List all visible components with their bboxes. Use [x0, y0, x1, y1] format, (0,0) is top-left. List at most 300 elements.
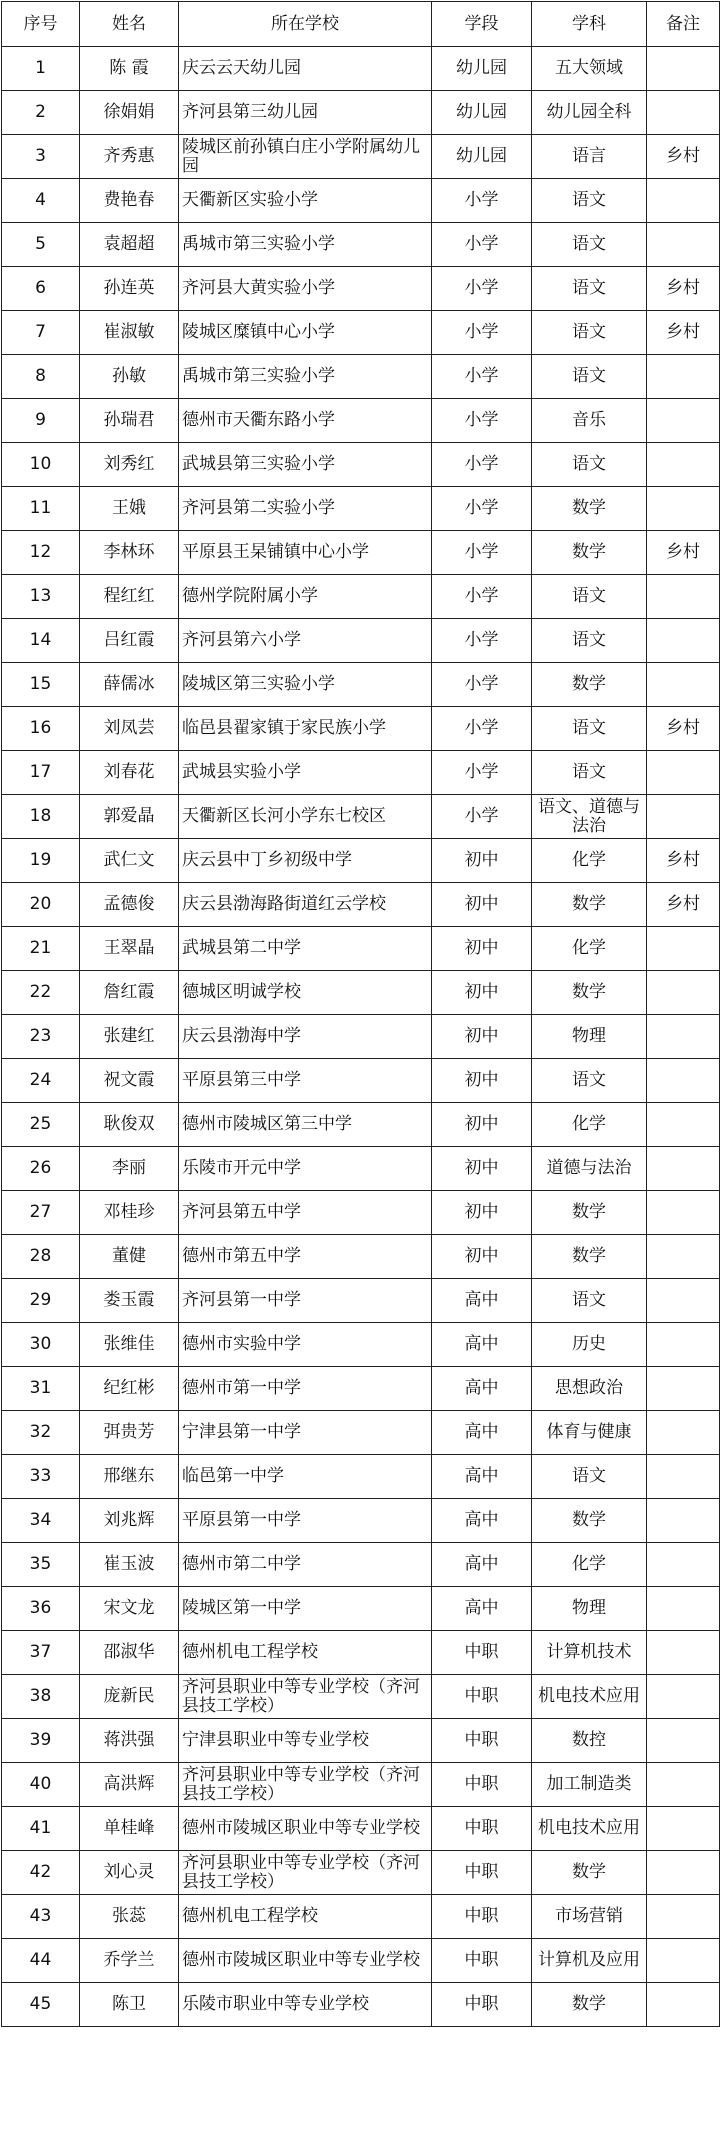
cell-name: 崔淑敏 [80, 311, 179, 355]
cell-stage: 初中 [432, 1015, 532, 1059]
cell-stage: 小学 [432, 487, 532, 531]
header-name: 姓名 [80, 2, 179, 47]
cell-remark [647, 1895, 720, 1939]
cell-index: 5 [2, 223, 80, 267]
table-row [2, 751, 720, 795]
cell-remark [647, 1939, 720, 1983]
cell-subject: 数学 [532, 531, 647, 575]
cell-remark [647, 91, 720, 135]
cell-name: 娄玉霞 [80, 1279, 179, 1323]
cell-remark [647, 399, 720, 443]
cell-index: 8 [2, 355, 80, 399]
cell-school: 庆云县渤海中学 [179, 1015, 432, 1059]
table-row [2, 1367, 720, 1411]
cell-stage: 初中 [432, 1235, 532, 1279]
cell-stage: 中职 [432, 1939, 532, 1983]
cell-name: 陈卫 [80, 1983, 179, 2027]
cell-subject: 语文 [532, 1279, 647, 1323]
cell-subject: 语文 [532, 1455, 647, 1499]
cell-name: 刘心灵 [80, 1851, 179, 1895]
cell-school: 齐河县职业中等专业学校（齐河县技工学校） [179, 1675, 432, 1719]
cell-remark [647, 1983, 720, 2027]
cell-stage: 小学 [432, 531, 532, 575]
cell-name: 张建红 [80, 1015, 179, 1059]
cell-name: 费艳春 [80, 179, 179, 223]
table-row [2, 311, 720, 355]
cell-subject: 语文 [532, 443, 647, 487]
table-row [2, 1235, 720, 1279]
cell-index: 32 [2, 1411, 80, 1455]
cell-stage: 小学 [432, 267, 532, 311]
cell-index: 15 [2, 663, 80, 707]
cell-remark: 乡村 [647, 883, 720, 927]
cell-school: 天衢新区实验小学 [179, 179, 432, 223]
cell-school: 德州市陵城区职业中等专业学校 [179, 1807, 432, 1851]
cell-name: 刘春花 [80, 751, 179, 795]
cell-stage: 高中 [432, 1323, 532, 1367]
table-row [2, 267, 720, 311]
cell-school: 齐河县第二实验小学 [179, 487, 432, 531]
cell-remark [647, 1147, 720, 1191]
cell-school: 德州市第一中学 [179, 1367, 432, 1411]
cell-index: 6 [2, 267, 80, 311]
cell-stage: 初中 [432, 927, 532, 971]
cell-school: 武城县第三实验小学 [179, 443, 432, 487]
cell-stage: 初中 [432, 971, 532, 1015]
cell-subject: 数学 [532, 487, 647, 531]
cell-remark [647, 1015, 720, 1059]
cell-name: 刘秀红 [80, 443, 179, 487]
cell-remark: 乡村 [647, 311, 720, 355]
cell-school: 德州市天衢东路小学 [179, 399, 432, 443]
cell-name: 徐娟娟 [80, 91, 179, 135]
cell-remark [647, 751, 720, 795]
cell-remark [647, 795, 720, 839]
table-row [2, 399, 720, 443]
cell-stage: 中职 [432, 1851, 532, 1895]
cell-index: 21 [2, 927, 80, 971]
cell-name: 邵淑华 [80, 1631, 179, 1675]
cell-school: 齐河县第五中学 [179, 1191, 432, 1235]
table-row [2, 487, 720, 531]
cell-stage: 高中 [432, 1279, 532, 1323]
cell-index: 9 [2, 399, 80, 443]
cell-stage: 中职 [432, 1763, 532, 1807]
cell-remark [647, 1235, 720, 1279]
cell-subject: 加工制造类 [532, 1763, 647, 1807]
cell-stage: 小学 [432, 751, 532, 795]
cell-index: 1 [2, 47, 80, 91]
cell-name: 张蕊 [80, 1895, 179, 1939]
cell-school: 乐陵市开元中学 [179, 1147, 432, 1191]
cell-stage: 初中 [432, 1191, 532, 1235]
table-row [2, 1587, 720, 1631]
table-row [2, 1543, 720, 1587]
cell-subject: 数学 [532, 1235, 647, 1279]
cell-index: 38 [2, 1675, 80, 1719]
cell-index: 36 [2, 1587, 80, 1631]
cell-subject: 数学 [532, 1499, 647, 1543]
table-row [2, 179, 720, 223]
cell-remark [647, 1807, 720, 1851]
cell-school: 庆云县中丁乡初级中学 [179, 839, 432, 883]
cell-subject: 道德与法治 [532, 1147, 647, 1191]
cell-index: 35 [2, 1543, 80, 1587]
cell-subject: 化学 [532, 1103, 647, 1147]
cell-school: 德州机电工程学校 [179, 1631, 432, 1675]
cell-stage: 高中 [432, 1499, 532, 1543]
cell-remark [647, 1411, 720, 1455]
cell-index: 39 [2, 1719, 80, 1763]
cell-stage: 高中 [432, 1367, 532, 1411]
table-row [2, 1631, 720, 1675]
cell-subject: 物理 [532, 1587, 647, 1631]
teacher-roster-table [1, 1, 720, 2027]
cell-subject: 数学 [532, 971, 647, 1015]
cell-stage: 幼儿园 [432, 91, 532, 135]
cell-index: 12 [2, 531, 80, 575]
cell-school: 德州市陵城区第三中学 [179, 1103, 432, 1147]
cell-name: 武仁文 [80, 839, 179, 883]
cell-remark [647, 1279, 720, 1323]
cell-index: 45 [2, 1983, 80, 2027]
cell-stage: 幼儿园 [432, 135, 532, 179]
cell-index: 29 [2, 1279, 80, 1323]
cell-subject: 语文 [532, 267, 647, 311]
table-row [2, 223, 720, 267]
cell-index: 26 [2, 1147, 80, 1191]
cell-subject: 市场营销 [532, 1895, 647, 1939]
cell-subject: 数学 [532, 883, 647, 927]
cell-subject: 语文 [532, 311, 647, 355]
cell-subject: 数控 [532, 1719, 647, 1763]
table-row [2, 135, 720, 179]
table-row [2, 663, 720, 707]
cell-stage: 小学 [432, 311, 532, 355]
cell-remark [647, 487, 720, 531]
cell-stage: 小学 [432, 619, 532, 663]
cell-stage: 中职 [432, 1895, 532, 1939]
cell-index: 37 [2, 1631, 80, 1675]
cell-name: 董健 [80, 1235, 179, 1279]
cell-subject: 语文 [532, 179, 647, 223]
cell-subject: 思想政治 [532, 1367, 647, 1411]
cell-remark [647, 1059, 720, 1103]
cell-index: 18 [2, 795, 80, 839]
cell-remark [647, 971, 720, 1015]
cell-name: 吕红霞 [80, 619, 179, 663]
cell-remark [647, 575, 720, 619]
table-row [2, 1851, 720, 1895]
cell-stage: 小学 [432, 443, 532, 487]
cell-index: 42 [2, 1851, 80, 1895]
cell-subject: 幼儿园全科 [532, 91, 647, 135]
cell-index: 34 [2, 1499, 80, 1543]
cell-name: 乔学兰 [80, 1939, 179, 1983]
cell-name: 庞新民 [80, 1675, 179, 1719]
cell-name: 刘凤芸 [80, 707, 179, 751]
cell-school: 陵城区糜镇中心小学 [179, 311, 432, 355]
table-row [2, 1895, 720, 1939]
cell-remark [647, 1103, 720, 1147]
cell-name: 郭爱晶 [80, 795, 179, 839]
cell-remark [647, 1719, 720, 1763]
cell-subject: 计算机技术 [532, 1631, 647, 1675]
cell-name: 祝文霞 [80, 1059, 179, 1103]
cell-school: 乐陵市职业中等专业学校 [179, 1983, 432, 2027]
cell-name: 纪红彬 [80, 1367, 179, 1411]
table-row [2, 1499, 720, 1543]
header-index: 序号 [2, 2, 80, 47]
cell-school: 平原县王杲铺镇中心小学 [179, 531, 432, 575]
table-row [2, 795, 720, 839]
table-header-row [2, 2, 720, 47]
cell-name: 刘兆辉 [80, 1499, 179, 1543]
cell-school: 德城区明诚学校 [179, 971, 432, 1015]
cell-stage: 高中 [432, 1455, 532, 1499]
cell-subject: 语文 [532, 1059, 647, 1103]
cell-stage: 初中 [432, 883, 532, 927]
cell-index: 10 [2, 443, 80, 487]
cell-remark: 乡村 [647, 707, 720, 751]
cell-index: 41 [2, 1807, 80, 1851]
cell-index: 16 [2, 707, 80, 751]
cell-stage: 高中 [432, 1543, 532, 1587]
cell-name: 王娥 [80, 487, 179, 531]
cell-index: 30 [2, 1323, 80, 1367]
cell-name: 李林环 [80, 531, 179, 575]
cell-remark [647, 1763, 720, 1807]
cell-school: 德州学院附属小学 [179, 575, 432, 619]
cell-name: 王翠晶 [80, 927, 179, 971]
cell-name: 高洪辉 [80, 1763, 179, 1807]
cell-index: 17 [2, 751, 80, 795]
header-subject: 学科 [532, 2, 647, 47]
cell-school: 齐河县职业中等专业学校（齐河县技工学校） [179, 1763, 432, 1807]
cell-remark: 乡村 [647, 531, 720, 575]
cell-name: 詹红霞 [80, 971, 179, 1015]
cell-stage: 小学 [432, 663, 532, 707]
cell-index: 7 [2, 311, 80, 355]
cell-subject: 数学 [532, 1983, 647, 2027]
cell-remark [647, 1191, 720, 1235]
cell-subject: 音乐 [532, 399, 647, 443]
cell-subject: 机电技术应用 [532, 1807, 647, 1851]
cell-index: 4 [2, 179, 80, 223]
cell-stage: 初中 [432, 1147, 532, 1191]
cell-name: 孙敏 [80, 355, 179, 399]
cell-stage: 初中 [432, 839, 532, 883]
cell-name: 宋文龙 [80, 1587, 179, 1631]
table-row [2, 1279, 720, 1323]
cell-index: 40 [2, 1763, 80, 1807]
cell-school: 德州市陵城区职业中等专业学校 [179, 1939, 432, 1983]
table-row [2, 1983, 720, 2027]
cell-school: 齐河县大黄实验小学 [179, 267, 432, 311]
cell-index: 3 [2, 135, 80, 179]
cell-school: 齐河县第六小学 [179, 619, 432, 663]
table-row [2, 839, 720, 883]
cell-remark [647, 1455, 720, 1499]
table-row [2, 1807, 720, 1851]
cell-subject: 语文 [532, 355, 647, 399]
table-row [2, 47, 720, 91]
cell-remark: 乡村 [647, 135, 720, 179]
cell-subject: 五大领域 [532, 47, 647, 91]
cell-remark [647, 1367, 720, 1411]
cell-index: 13 [2, 575, 80, 619]
cell-subject: 语文 [532, 575, 647, 619]
cell-remark [647, 619, 720, 663]
table-row [2, 531, 720, 575]
cell-subject: 数学 [532, 1851, 647, 1895]
table-row [2, 443, 720, 487]
cell-school: 陵城区前孙镇白庄小学附属幼儿园 [179, 135, 432, 179]
cell-stage: 中职 [432, 1983, 532, 2027]
cell-index: 44 [2, 1939, 80, 1983]
cell-stage: 小学 [432, 223, 532, 267]
cell-name: 单桂峰 [80, 1807, 179, 1851]
cell-school: 齐河县职业中等专业学校（齐河县技工学校） [179, 1851, 432, 1895]
cell-name: 张维佳 [80, 1323, 179, 1367]
cell-index: 19 [2, 839, 80, 883]
table-row [2, 971, 720, 1015]
cell-school: 武城县第二中学 [179, 927, 432, 971]
cell-subject: 语文、道德与法治 [532, 795, 647, 839]
table-row [2, 1719, 720, 1763]
cell-index: 31 [2, 1367, 80, 1411]
table-row [2, 1323, 720, 1367]
cell-remark [647, 663, 720, 707]
cell-school: 齐河县第三幼儿园 [179, 91, 432, 135]
cell-remark [647, 179, 720, 223]
cell-subject: 数学 [532, 1191, 647, 1235]
table-row [2, 1191, 720, 1235]
cell-remark: 乡村 [647, 267, 720, 311]
cell-index: 22 [2, 971, 80, 1015]
table-row [2, 1455, 720, 1499]
cell-stage: 中职 [432, 1719, 532, 1763]
cell-name: 薛儒冰 [80, 663, 179, 707]
cell-stage: 中职 [432, 1631, 532, 1675]
cell-school: 庆云县渤海路街道红云学校 [179, 883, 432, 927]
cell-subject: 化学 [532, 839, 647, 883]
cell-subject: 语文 [532, 707, 647, 751]
cell-name: 程红红 [80, 575, 179, 619]
cell-name: 陈 霞 [80, 47, 179, 91]
cell-name: 邢继东 [80, 1455, 179, 1499]
cell-subject: 语文 [532, 223, 647, 267]
cell-stage: 小学 [432, 355, 532, 399]
cell-name: 崔玉波 [80, 1543, 179, 1587]
table-row [2, 1103, 720, 1147]
table-row [2, 1015, 720, 1059]
cell-subject: 历史 [532, 1323, 647, 1367]
cell-subject: 物理 [532, 1015, 647, 1059]
cell-school: 宁津县第一中学 [179, 1411, 432, 1455]
cell-remark [647, 1851, 720, 1895]
cell-remark [647, 1587, 720, 1631]
cell-stage: 初中 [432, 1103, 532, 1147]
cell-name: 邓桂珍 [80, 1191, 179, 1235]
table-row [2, 1059, 720, 1103]
cell-name: 孟德俊 [80, 883, 179, 927]
cell-stage: 中职 [432, 1675, 532, 1719]
cell-index: 33 [2, 1455, 80, 1499]
cell-school: 德州市实验中学 [179, 1323, 432, 1367]
cell-subject: 语文 [532, 619, 647, 663]
cell-subject: 数学 [532, 663, 647, 707]
cell-stage: 幼儿园 [432, 47, 532, 91]
cell-school: 庆云云天幼儿园 [179, 47, 432, 91]
cell-name: 齐秀惠 [80, 135, 179, 179]
table-body [2, 47, 720, 2027]
cell-index: 23 [2, 1015, 80, 1059]
cell-school: 陵城区第一中学 [179, 1587, 432, 1631]
cell-stage: 高中 [432, 1587, 532, 1631]
cell-index: 2 [2, 91, 80, 135]
cell-subject: 机电技术应用 [532, 1675, 647, 1719]
header-school: 所在学校 [179, 2, 432, 47]
table-row [2, 1675, 720, 1719]
cell-school: 宁津县职业中等专业学校 [179, 1719, 432, 1763]
cell-remark [647, 927, 720, 971]
cell-stage: 小学 [432, 795, 532, 839]
cell-school: 临邑第一中学 [179, 1455, 432, 1499]
header-stage: 学段 [432, 2, 532, 47]
cell-subject: 语文 [532, 751, 647, 795]
cell-stage: 小学 [432, 399, 532, 443]
cell-school: 禹城市第三实验小学 [179, 223, 432, 267]
cell-school: 德州市第五中学 [179, 1235, 432, 1279]
cell-stage: 中职 [432, 1807, 532, 1851]
table-row [2, 883, 720, 927]
header-remark: 备注 [647, 2, 720, 47]
cell-name: 蒋洪强 [80, 1719, 179, 1763]
cell-name: 袁超超 [80, 223, 179, 267]
cell-remark [647, 1631, 720, 1675]
table-row [2, 91, 720, 135]
cell-index: 11 [2, 487, 80, 531]
cell-subject: 语言 [532, 135, 647, 179]
cell-index: 25 [2, 1103, 80, 1147]
table-row [2, 707, 720, 751]
table-row [2, 1411, 720, 1455]
cell-subject: 化学 [532, 1543, 647, 1587]
cell-subject: 计算机及应用 [532, 1939, 647, 1983]
cell-school: 德州机电工程学校 [179, 1895, 432, 1939]
cell-school: 齐河县第一中学 [179, 1279, 432, 1323]
cell-name: 孙瑞君 [80, 399, 179, 443]
table-row [2, 1147, 720, 1191]
table-row [2, 1939, 720, 1983]
cell-school: 武城县实验小学 [179, 751, 432, 795]
cell-remark: 乡村 [647, 839, 720, 883]
cell-remark [647, 1543, 720, 1587]
cell-index: 27 [2, 1191, 80, 1235]
cell-subject: 体育与健康 [532, 1411, 647, 1455]
table-row [2, 355, 720, 399]
cell-stage: 小学 [432, 575, 532, 619]
table-row [2, 1763, 720, 1807]
cell-remark [647, 1499, 720, 1543]
cell-stage: 小学 [432, 179, 532, 223]
cell-name: 弭贵芳 [80, 1411, 179, 1455]
table-row [2, 619, 720, 663]
cell-school: 临邑县翟家镇于家民族小学 [179, 707, 432, 751]
cell-index: 28 [2, 1235, 80, 1279]
cell-stage: 小学 [432, 707, 532, 751]
